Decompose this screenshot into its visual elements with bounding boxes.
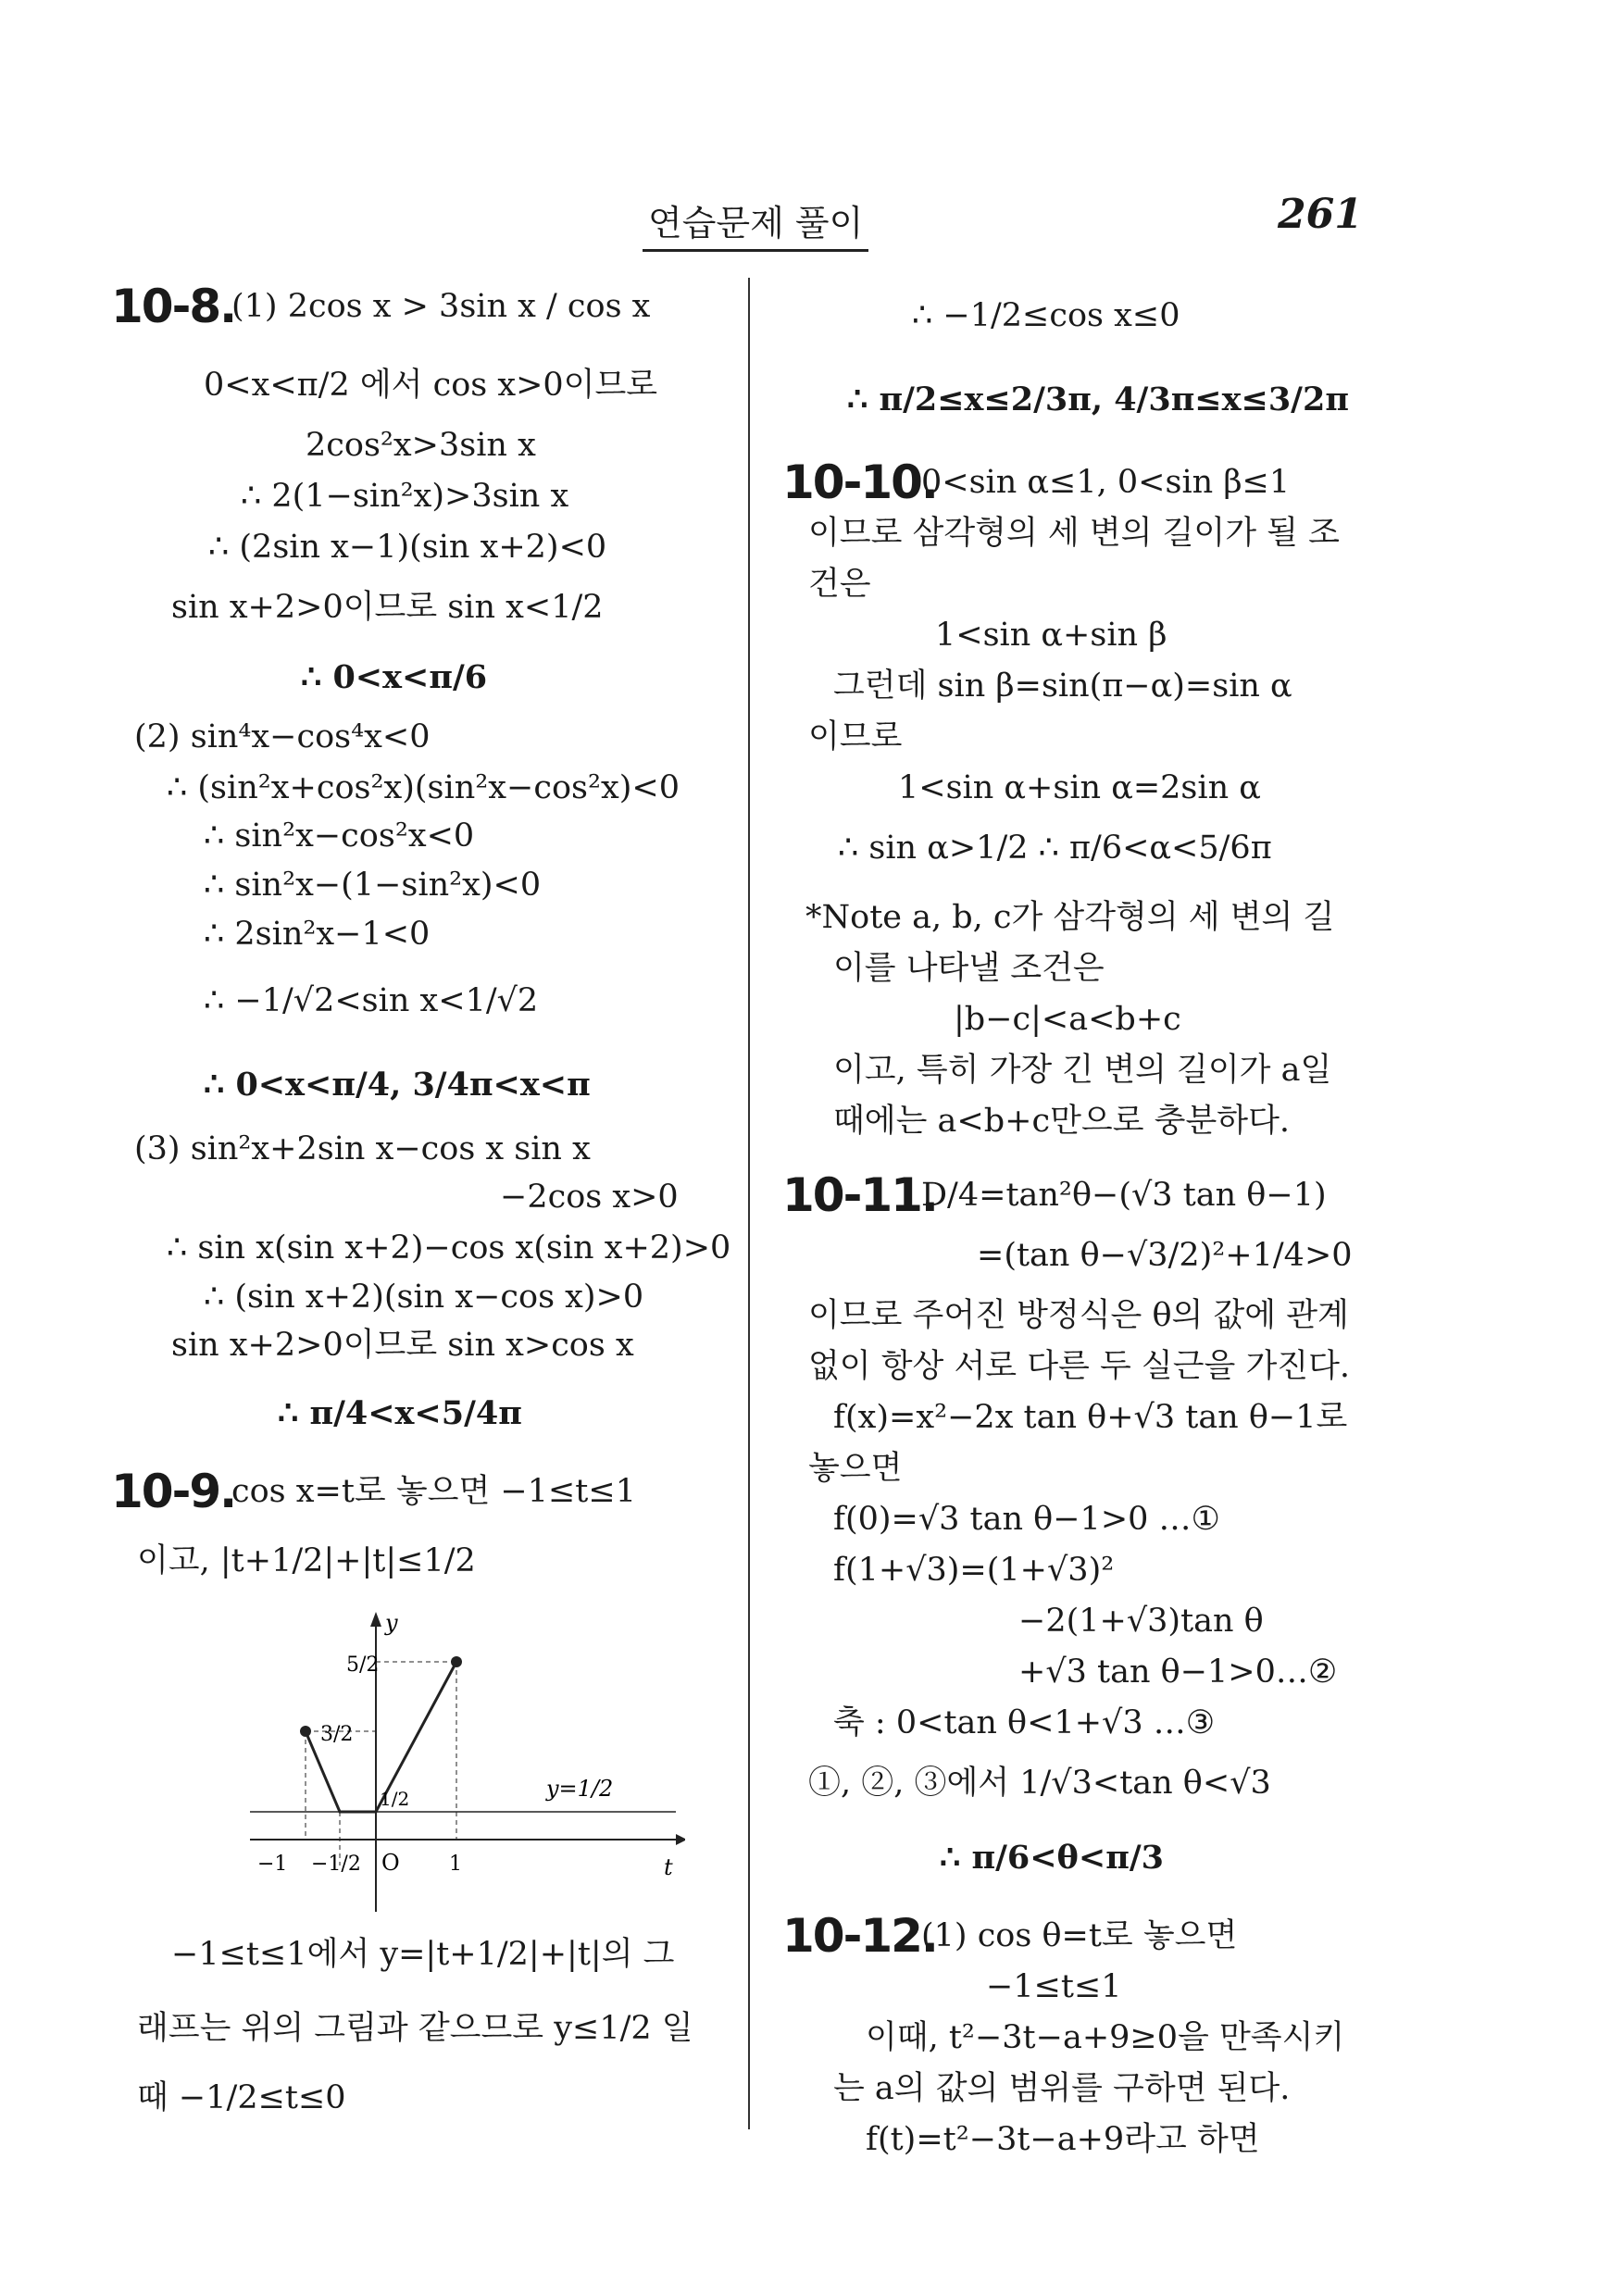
solution-line: −2cos x>0 — [500, 1179, 679, 1216]
solution-line: 이때, t²−3t−a+9≥0을 만족시키 — [866, 2019, 1345, 2056]
function-graph — [241, 1606, 685, 1912]
solution-line: ∴ sin²x−cos²x<0 — [204, 817, 475, 855]
solution-line: 건은 — [808, 566, 871, 603]
note-line: 이를 나타낼 조건은 — [833, 950, 1105, 987]
solution-line: 2cos²x>3sin x — [306, 427, 536, 464]
solution-line: 놓으면 — [808, 1450, 903, 1487]
y-axis-arrow-icon — [370, 1612, 381, 1627]
solution-answer: ∴ π/4<x<5/4π — [278, 1394, 522, 1432]
solution-line: −1≤t≤1 — [986, 1968, 1122, 2005]
tick-label: −1/2 — [311, 1853, 361, 1876]
solution-line: 때 −1/2≤t≤0 — [137, 2079, 346, 2116]
note-line: 이고, 특히 가장 긴 변의 길이가 a일 — [833, 1052, 1332, 1089]
solution-answer: ∴ 0<x<π/6 — [301, 658, 488, 696]
solution-line: ∴ sin α>1/2 ∴ π/6<α<5/6π — [838, 830, 1272, 867]
solution-line: 없이 항상 서로 다른 두 실근을 가진다. — [808, 1348, 1351, 1385]
solution-line: 이고, |t+1/2|+|t|≤1/2 — [137, 1542, 476, 1579]
page-number: 261 — [1278, 191, 1363, 238]
solution-line: 0<sin α≤1, 0<sin β≤1 — [921, 464, 1291, 501]
solution-line: 1<sin α+sin β — [935, 617, 1167, 654]
tick-label: 5/2 — [346, 1653, 380, 1677]
solution-line: D/4=tan²θ−(√3 tan θ−1) — [921, 1177, 1327, 1214]
solution-answer: ∴ π/2≤x≤2/3π, 4/3π≤x≤3/2π — [847, 381, 1349, 418]
solution-line: (2) sin⁴x−cos⁴x<0 — [134, 718, 431, 755]
t-axis-arrow-icon — [676, 1834, 685, 1845]
solution-line: ∴ sin²x−(1−sin²x)<0 — [204, 867, 542, 904]
solution-line: f(t)=t²−3t−a+9라고 하면 — [866, 2121, 1260, 2158]
solution-line: ∴ −1/√2<sin x<1/√2 — [204, 982, 539, 1019]
tick-label: 1 — [449, 1853, 462, 1876]
solution-answer: ∴ 0<x<π/4, 3/4π<x<π — [204, 1066, 591, 1104]
solution-line: +√3 tan θ−1>0…② — [1018, 1653, 1338, 1691]
solution-line: ∴ 2sin²x−1<0 — [204, 916, 431, 953]
solution-line: 축 : 0<tan θ<1+√3 …③ — [833, 1704, 1216, 1741]
solution-line: ∴ sin x(sin x+2)−cos x(sin x+2)>0 — [167, 1229, 731, 1267]
solution-line: 이므로 삼각형의 세 변의 길이가 될 조 — [808, 515, 1340, 552]
solution-line: 이므로 주어진 방정식은 θ의 값에 관계 — [808, 1297, 1349, 1334]
solution-line: ∴ 2(1−sin²x)>3sin x — [241, 478, 569, 515]
solution-line: (1) cos θ=t로 놓으면 — [921, 1917, 1238, 1954]
tick-label: 1/2 — [380, 1788, 410, 1810]
solution-line: sin x+2>0이므로 sin x<1/2 — [171, 589, 604, 626]
problem-number: 10-12. — [782, 1909, 937, 1963]
origin-label: O — [381, 1850, 400, 1876]
tick-label: −1 — [257, 1853, 288, 1876]
solution-line: ∴ −1/2≤cos x≤0 — [912, 297, 1180, 334]
note-line: 때에는 a<b+c만으로 충분하다. — [833, 1103, 1291, 1140]
solution-answer: ∴ π/6<θ<π/3 — [940, 1839, 1164, 1877]
solution-line: ①, ②, ③에서 1/√3<tan θ<√3 — [808, 1765, 1271, 1802]
solution-line: 이므로 — [808, 718, 903, 755]
solution-line: 1<sin α+sin α=2sin α — [898, 769, 1261, 806]
solution-line: ∴ (sin²x+cos²x)(sin²x−cos²x)<0 — [167, 769, 680, 806]
problem-number: 10-10. — [782, 455, 937, 509]
solution-line: f(0)=√3 tan θ−1>0 …① — [833, 1501, 1220, 1538]
solution-line: −2(1+√3)tan θ — [1018, 1603, 1264, 1640]
problem-number: 10-8. — [111, 280, 236, 333]
solution-line: sin x+2>0이므로 sin x>cos x — [171, 1327, 634, 1364]
solution-line: 0<x<π/2 에서 cos x>0이므로 — [204, 367, 658, 404]
tick-label: 3/2 — [320, 1723, 354, 1746]
solution-line: ∴ (sin x+2)(sin x−cos x)>0 — [204, 1279, 644, 1316]
line-label: y=1/2 — [546, 1776, 614, 1802]
solution-line: ∴ (2sin x−1)(sin x+2)<0 — [208, 529, 607, 566]
note-line: *Note a, b, c가 삼각형의 세 변의 길 — [805, 899, 1335, 936]
solution-line: =(tan θ−√3/2)²+1/4>0 — [977, 1237, 1353, 1274]
solution-line: 래프는 위의 그림과 같으므로 y≤1/2 일 — [137, 2010, 693, 2047]
solution-line: (3) sin²x+2sin x−cos x sin x — [134, 1130, 591, 1167]
solution-line: −1≤t≤1에서 y=|t+1/2|+|t|의 그 — [171, 1936, 675, 1973]
column-divider — [748, 278, 750, 2129]
solution-line: (1) 2cos x > 3sin x / cos x — [231, 288, 651, 325]
solution-line: cos x=t로 놓으면 −1≤t≤1 — [231, 1473, 636, 1510]
page-header-title: 연습문제 풀이 — [643, 194, 868, 252]
solution-line: f(x)=x²−2x tan θ+√3 tan θ−1로 — [833, 1399, 1348, 1436]
solution-line: 는 a의 값의 범위를 구하면 된다. — [833, 2070, 1291, 2107]
note-line: |b−c|<a<b+c — [954, 1001, 1181, 1038]
y-axis-label: y — [385, 1610, 398, 1636]
solution-line: 그런데 sin β=sin(π−α)=sin α — [833, 668, 1292, 705]
solution-line: f(1+√3)=(1+√3)² — [833, 1552, 1115, 1589]
problem-number: 10-9. — [111, 1465, 236, 1518]
problem-number: 10-11. — [782, 1168, 937, 1222]
t-axis-label: t — [664, 1854, 673, 1880]
